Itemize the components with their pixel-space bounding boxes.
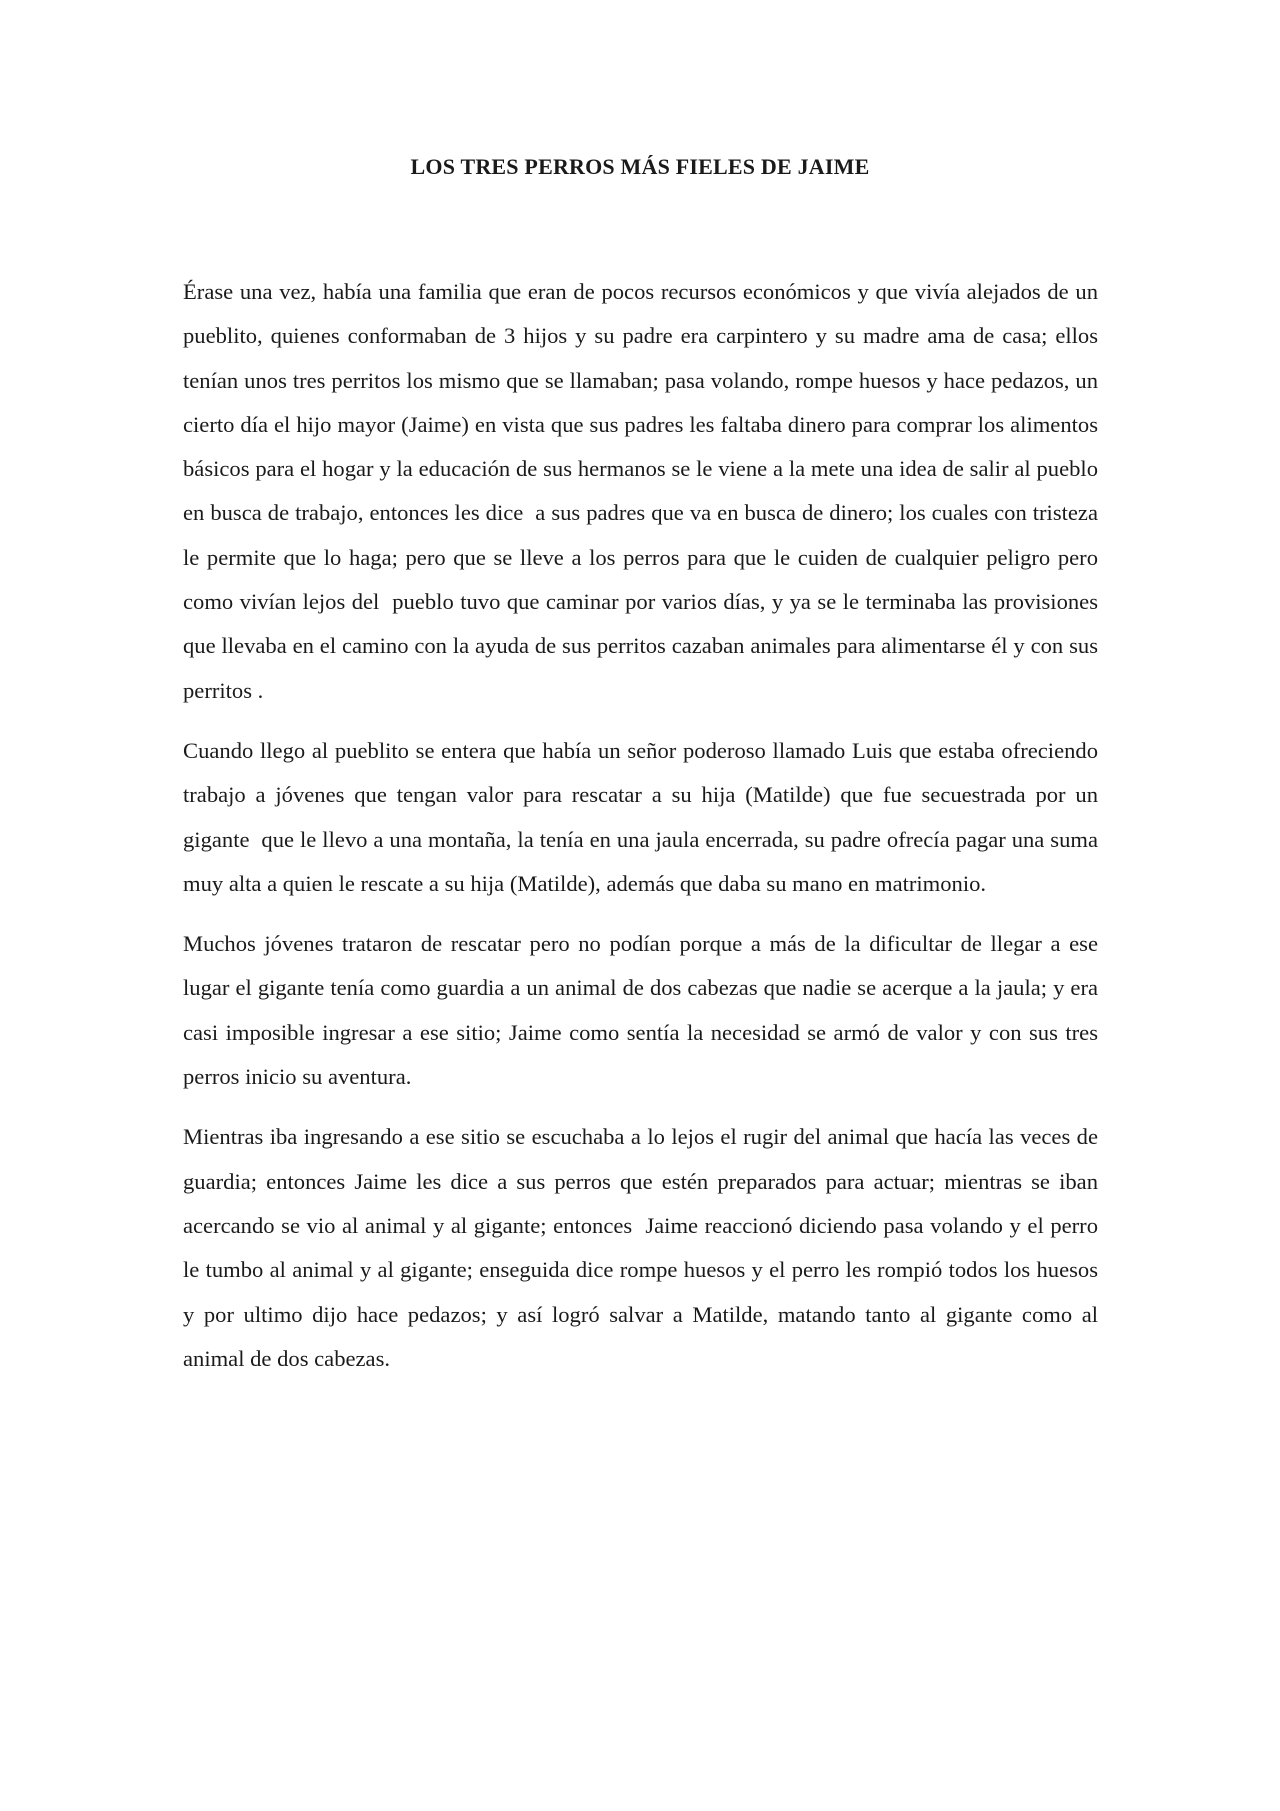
paragraph-2: Cuando llego al pueblito se entera que había un señor poderoso llamado Luis que estaba ofreciendo trabajo a jóvenes que tengan valor para rescatar a su hija (Matilde) que fue secuestrada por un gigante que le llevo a una montaña, la tenía en una jaula encerrada, su padre ofrecía pagar una suma muy alta a quien le rescate a su hija (Matilde), además que daba su mano en matrimonio. (183, 737, 1104, 896)
document-title: LOS TRES PERROS MÁS FIELES DE JAIME (410, 154, 870, 179)
paragraph-3: Muchos jóvenes trataron de rescatar pero no podían porque a más de la dificultar de llegar a ese lugar el gigante tenía como guardia a un animal de dos cabezas que nadie se acerque a la jaula; y era casi imposible ingresar a ese sitio; Jaime como sentía la necesidad se armó de valor y con sus tres perros inicio su aventura. (183, 931, 1104, 1090)
document-body (183, 270, 1104, 1397)
paragraph-1: Érase una vez, había una familia que eran de pocos recursos económicos y que vivía alejados de un pueblito, quienes conformaban de 3 hijos y su padre era carpintero y su madre ama de casa; ellos tenían unos tres perritos los mismo que se llamaban; pasa volando, rompe huesos y hace pedazos, un cierto día el hijo mayor (Jaime) en vista que sus padres les faltaba dinero para comprar los alimentos básicos para el hogar y la educación de sus hermanos se le viene a la mete una idea de salir al pueblo en busca de trabajo, entonces les dice a sus padres que va en busca de dinero; los cuales con tristeza le permite que lo haga; pero que se lleve a los perros para que le cuiden de cualquier peligro pero como vivían lejos del pueblo tuvo que caminar por varios días, y ya se le terminaba las provisiones que llevaba en el camino con la ayuda de sus perritos cazaban animales para alimentarse él y con sus perritos . (183, 279, 1104, 703)
paragraph-4: Mientras iba ingresando a ese sitio se escuchaba a lo lejos el rugir del animal que hacía las veces de guardia; entonces Jaime les dice a sus perros que estén preparados para actuar; mientras se iban acercando se vio al animal y al gigante; entonces Jaime reaccionó diciendo pasa volando y el perro le tumbo al animal y al gigante; enseguida dice rompe huesos y el perro les rompió todos los huesos y por ultimo dijo hace pedazos; y así logró salvar a Matilde, matando tanto al gigante como al animal de dos cabezas. (183, 1124, 1104, 1371)
